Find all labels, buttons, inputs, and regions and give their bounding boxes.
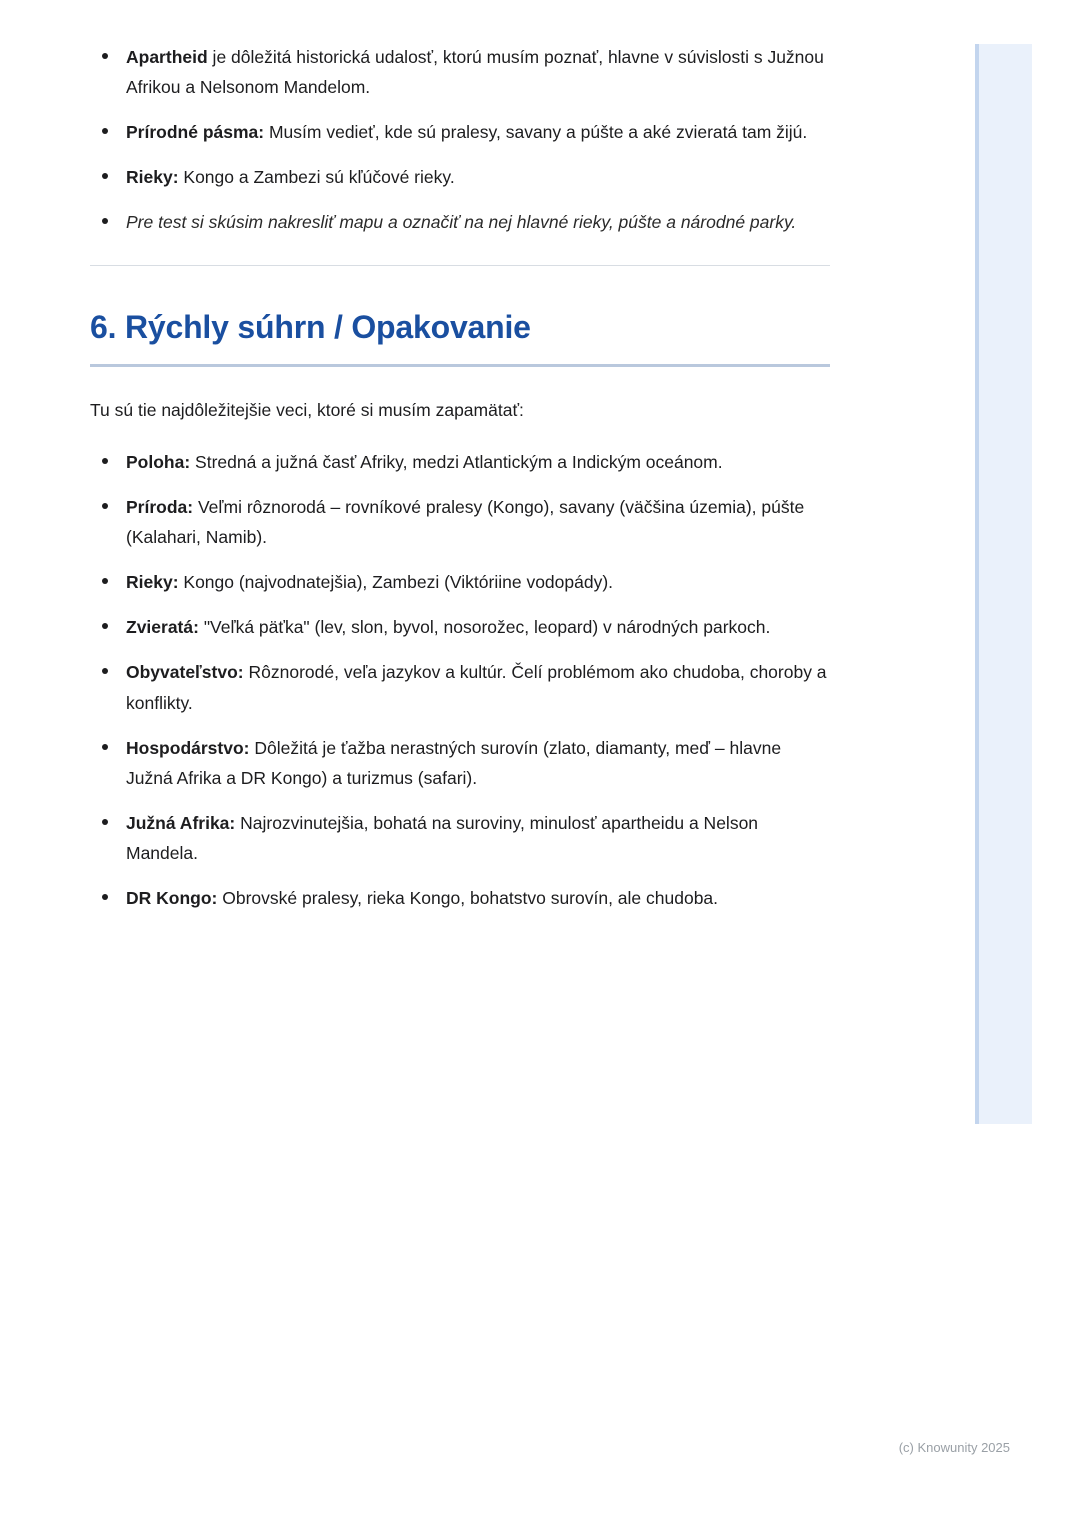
list-item-label: Prírodné pásma: [126,122,265,143]
list-item [90,117,830,147]
list-item [90,162,830,192]
list-item-text: Pre test si skúsim nakresliť mapu a označiť na nej hlavné rieky, púšte a národné parky. [126,212,797,233]
top-bullet-list [90,42,830,237]
list-item-text: Najrozvinutejšia, bohatá na suroviny, minulosť apartheidu a Nelson Mandela. [126,812,759,863]
section-divider [90,265,830,266]
section-lead-text: Tu sú tie najdôležitejšie veci, ktoré si musím zapamätať: [90,399,524,420]
list-item-label: Apartheid [126,47,208,67]
list-item [90,492,830,552]
list-item-text: Kongo (najvodnatejšia), Zambezi (Viktóriine vodopády). [178,572,614,593]
title-underline [90,364,830,367]
list-item-label: Hospodárstvo: [126,737,250,758]
summary-bullet-list [90,447,830,913]
list-item [90,883,830,913]
list-item-text: je dôležitá historická udalosť, ktorú musím poznať, hlavne v súvislosti s Južnou Afrikou a Nelsonom Mandelom. [126,47,824,98]
list-item [90,612,830,642]
list-item [90,808,830,868]
right-margin-accent-bar [975,44,979,1124]
list-item-label: DR Kongo: [126,887,218,908]
list-item [90,42,830,102]
document-content [90,42,830,928]
list-item-text: "Veľká päťka" (lev, slon, byvol, nosorožec, leopard) v národných parkoch. [198,617,771,638]
list-item-label: Rieky: [126,167,179,188]
list-item-label: Zvieratá: [126,617,199,638]
list-item-text: Rôznorodé, veľa jazykov a kultúr. Čelí problémom ako chudoba, choroby a konflikty. [126,662,827,713]
list-item-text: Kongo a Zambezi sú kľúčové rieky. [178,167,455,188]
page-title: 6. Rýchly súhrn / Opakovanie [90,309,531,346]
list-item [90,447,830,477]
right-margin-panel [975,44,1032,1124]
footer-copyright: (c) Knowunity 2025 [898,1440,1010,1455]
list-item-text: Dôležitá je ťažba nerastných surovín (zlato, diamanty, meď – hlavne Južná Afrika a DR Kongo) a turizmus (safari). [126,737,782,788]
list-item-label: Južná Afrika: [126,812,236,833]
list-item-text: Veľmi rôznorodá – rovníkové pralesy (Kongo), savany (väčšina územia), púšte (Kalahari, Namib). [126,497,805,548]
list-item [90,567,830,597]
list-item-text: Musím vedieť, kde sú pralesy, savany a púšte a aké zvieratá tam žijú. [264,122,808,143]
list-item-label: Obyvateľstvo: [126,662,244,683]
list-item-text: Stredná a južná časť Afriky, medzi Atlantickým a Indickým oceánom. [190,451,723,472]
list-item [90,657,830,717]
list-item-label: Poloha: [126,451,191,472]
list-item-label: Rieky: [126,572,179,593]
list-item-text: Obrovské pralesy, rieka Kongo, bohatstvo surovín, ale chudoba. [217,887,719,908]
list-item-label: Príroda: [126,497,194,518]
list-item [90,733,830,793]
list-item [90,207,830,237]
